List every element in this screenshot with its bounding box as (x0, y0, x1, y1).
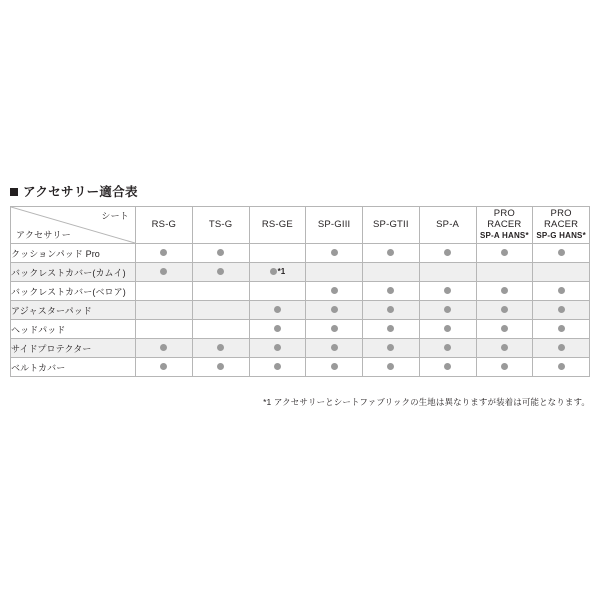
compat-dot-icon (387, 249, 394, 256)
compat-dot-icon (558, 306, 565, 313)
compat-dot-icon (501, 363, 508, 370)
column-header-pro-racer-sp-a-hans (476, 207, 533, 244)
compat-dot-icon (217, 268, 224, 275)
cell-r5c7 (533, 339, 590, 358)
cell-r6c7 (533, 358, 590, 377)
cell-r0c6 (476, 244, 533, 263)
table-row (11, 358, 590, 377)
cell-r0c0 (136, 244, 193, 263)
cell-r1c1 (192, 263, 249, 282)
compat-dot-icon (331, 287, 338, 294)
compat-dot-icon (331, 306, 338, 313)
corner-column-axis-label: シート (101, 211, 129, 221)
cell-r0c7 (533, 244, 590, 263)
compat-dot-icon (501, 249, 508, 256)
compat-dot-icon (387, 363, 394, 370)
compat-dot-icon (501, 344, 508, 351)
compat-dot-icon (444, 325, 451, 332)
cell-r6c4 (363, 358, 420, 377)
compat-dot-icon (274, 344, 281, 351)
row-label-backrest-cover-kamui: バックレストカバー(カムイ) (11, 263, 136, 282)
compat-dot-icon (558, 363, 565, 370)
cell-r4c5 (419, 320, 476, 339)
column-header-label: PRO RACER (487, 208, 522, 231)
cell-r3c7 (533, 301, 590, 320)
column-header-rs-g (136, 207, 193, 244)
table-corner-cell (11, 207, 136, 244)
compat-dot-icon (501, 287, 508, 294)
cell-r3c4 (363, 301, 420, 320)
cell-r0c2 (249, 244, 306, 263)
cell-r2c4 (363, 282, 420, 301)
compat-dot-icon (217, 249, 224, 256)
column-header-rs-ge (249, 207, 306, 244)
table-body (11, 244, 590, 377)
cell-r4c2 (249, 320, 306, 339)
column-header-label: RS-G (151, 218, 177, 230)
cell-r5c4 (363, 339, 420, 358)
compat-dot-icon (160, 249, 167, 256)
cell-r5c5 (419, 339, 476, 358)
accessory-compatibility-table (10, 206, 590, 377)
cell-r2c5 (419, 282, 476, 301)
compat-dot-icon (331, 344, 338, 351)
cell-r2c3 (306, 282, 363, 301)
cell-r4c7 (533, 320, 590, 339)
compat-dot-icon (270, 268, 277, 275)
footnote-text: *1 アクセサリーとシートファブリックの生地は異なりますが装着は可能となります。 (263, 397, 590, 407)
compat-dot-icon (558, 287, 565, 294)
footnote-marker: *1 (277, 267, 286, 277)
cell-r2c2 (249, 282, 306, 301)
cell-r4c4 (363, 320, 420, 339)
compat-dot-icon (558, 249, 565, 256)
table-row (11, 301, 590, 320)
cell-r5c3 (306, 339, 363, 358)
page-title: アクセサリー適合表 (23, 185, 138, 199)
compat-dot-icon (331, 249, 338, 256)
row-label-adjuster-pad: アジャスターパッド (11, 301, 136, 320)
row-label-side-protector: サイドプロテクター (11, 339, 136, 358)
table-row (11, 263, 590, 282)
cell-r0c4 (363, 244, 420, 263)
row-label-backrest-cover-velour: バックレストカバー(ベロア) (11, 282, 136, 301)
cell-r1c3 (306, 263, 363, 282)
cell-r4c0 (136, 320, 193, 339)
cell-r0c5 (419, 244, 476, 263)
compat-dot-icon (501, 306, 508, 313)
cell-r3c3 (306, 301, 363, 320)
cell-r5c2 (249, 339, 306, 358)
compat-dot-icon (274, 325, 281, 332)
column-header-sub: SP-G HANS* (536, 231, 586, 241)
cell-r1c6 (476, 263, 533, 282)
column-header-label: RS-GE (261, 218, 293, 230)
column-header-sp-a (419, 207, 476, 244)
table-row (11, 339, 590, 358)
column-header-label: PRO RACER (543, 208, 579, 231)
cell-r0c1 (192, 244, 249, 263)
cell-r1c7 (533, 263, 590, 282)
column-header-sp-giii (306, 207, 363, 244)
compat-dot-icon (160, 363, 167, 370)
compat-dot-icon (387, 344, 394, 351)
cell-r6c2 (249, 358, 306, 377)
column-header-sp-gtii (363, 207, 420, 244)
compat-dot-icon (387, 306, 394, 313)
table-header-row (11, 207, 590, 244)
compat-dot-icon (387, 325, 394, 332)
compat-dot-icon (331, 363, 338, 370)
compat-dot-icon (444, 363, 451, 370)
column-header-sub: SP-A HANS* (479, 231, 529, 241)
cell-r3c5 (419, 301, 476, 320)
compat-dot-icon (444, 306, 451, 313)
compat-dot-icon (160, 344, 167, 351)
cell-r3c0 (136, 301, 193, 320)
cell-r3c2 (249, 301, 306, 320)
column-header-label: SP-GTII (373, 218, 409, 230)
cell-r3c1 (192, 301, 249, 320)
cell-r2c7 (533, 282, 590, 301)
cell-r5c1 (192, 339, 249, 358)
cell-r4c3 (306, 320, 363, 339)
compat-dot-icon (558, 325, 565, 332)
cell-r2c0 (136, 282, 193, 301)
compat-dot-icon (444, 287, 451, 294)
compat-dot-icon (217, 363, 224, 370)
column-header-ts-g (192, 207, 249, 244)
compat-dot-icon (274, 306, 281, 313)
compat-dot-icon (558, 344, 565, 351)
table-row (11, 282, 590, 301)
column-header-label: SP-GIII (317, 218, 351, 230)
cell-r2c1 (192, 282, 249, 301)
cell-r1c4 (363, 263, 420, 282)
compat-dot-icon (444, 249, 451, 256)
table-row (11, 244, 590, 263)
column-header-label: SP-A (436, 218, 460, 230)
cell-r6c1 (192, 358, 249, 377)
cell-r3c6 (476, 301, 533, 320)
cell-r0c3 (306, 244, 363, 263)
column-header-label: TS-G (208, 218, 233, 230)
compat-dot-icon (444, 344, 451, 351)
row-label-head-pad: ヘッドパッド (11, 320, 136, 339)
cell-r1c2 (249, 263, 306, 282)
cell-r1c0 (136, 263, 193, 282)
cell-r1c5 (419, 263, 476, 282)
compat-dot-icon (217, 344, 224, 351)
cell-r5c6 (476, 339, 533, 358)
cell-r6c0 (136, 358, 193, 377)
cell-r6c6 (476, 358, 533, 377)
cell-r6c5 (419, 358, 476, 377)
cell-r5c0 (136, 339, 193, 358)
cell-r4c6 (476, 320, 533, 339)
cell-r2c6 (476, 282, 533, 301)
compat-dot-icon (501, 325, 508, 332)
compat-dot-icon (160, 268, 167, 275)
square-bullet-icon (10, 188, 18, 196)
row-label-cushion-pad-pro: クッションパッド Pro (11, 244, 136, 263)
section-title (10, 186, 138, 199)
column-header-pro-racer-sp-g-hans (533, 207, 590, 244)
cell-r6c3 (306, 358, 363, 377)
table-row (11, 320, 590, 339)
compat-dot-icon (274, 363, 281, 370)
compat-dot-icon (387, 287, 394, 294)
cell-r4c1 (192, 320, 249, 339)
corner-row-axis-label: アクセサリー (16, 230, 71, 240)
row-label-belt-cover: ベルトカバー (11, 358, 136, 377)
compat-dot-icon (331, 325, 338, 332)
